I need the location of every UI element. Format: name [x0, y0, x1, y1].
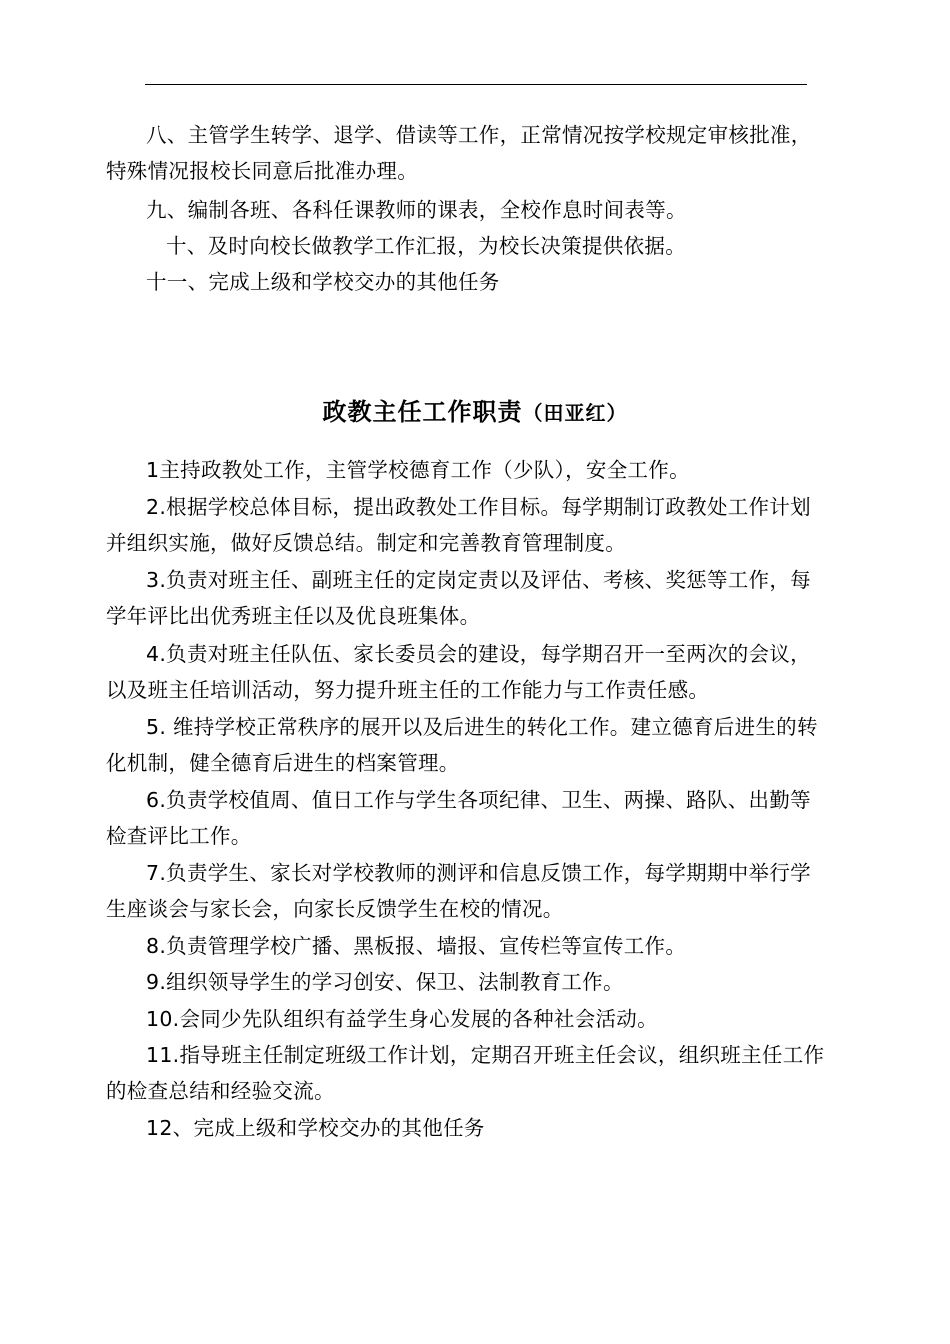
section-title-suffix: （田亚红） [522, 401, 628, 425]
responsibility-2: 2.根据学校总体目标，提出政教处工作目标。每学期制订政教处工作计划并组织实施，做好反馈总结。制定和完善教育管理制度。 [106, 495, 811, 555]
responsibility-8: 8.负责管理学校广播、黑板报、墙报、宣传栏等宣传工作。 [146, 934, 687, 958]
duty-item-9: 九、编制各班、各科任课教师的课表，全校作息时间表等。 [146, 198, 687, 222]
section-title-text: 政教主任工作职责 [322, 398, 523, 426]
responsibility-9: 9.组织领导学生的学习创安、保卫、法制教育工作。 [146, 970, 624, 994]
responsibility-3: 3.负责对班主任、副班主任的定岗定责以及评估、考核、奖惩等工作，每学年评比出优秀班主任以及优良班集体。 [106, 568, 811, 628]
duty-item-8: 八、主管学生转学、退学、借读等工作，正常情况按学校规定审核批准，特殊情况报校长同意后批准办理。 [106, 123, 812, 183]
duty-item-11: 十一、完成上级和学校交办的其他任务 [146, 270, 500, 294]
responsibility-10: 10.会同少先队组织有益学生身心发展的各种社会活动。 [146, 1007, 658, 1031]
responsibility-7: 7.负责学生、家长对学校教师的测评和信息反馈工作，每学期期中举行学生座谈会与家长会，向家长反馈学生在校的情况。 [106, 861, 811, 921]
responsibility-11: 11.指导班主任制定班级工作计划，定期召开班主任会议，组织班主任工作的检查总结和经验交流。 [106, 1043, 825, 1103]
duty-item-10: 十、及时向校长做教学工作汇报，为校长决策提供依据。 [166, 234, 686, 258]
responsibility-12: 12、完成上级和学校交办的其他任务 [146, 1116, 485, 1140]
section-title [0, 392, 950, 433]
responsibility-5: 5. 维持学校正常秩序的展开以及后进生的转化工作。建立德育后进生的转化机制，健全德育后进生的档案管理。 [106, 715, 818, 775]
header-rule [145, 84, 807, 85]
responsibility-6: 6.负责学校值周、值日工作与学生各项纪律、卫生、两操、路队、出勤等检查评比工作。 [106, 788, 811, 848]
responsibility-4: 4.负责对班主任队伍、家长委员会的建设，每学期召开一至两次的会议，以及班主任培训活动，努力提升班主任的工作能力与工作责任感。 [106, 642, 811, 702]
responsibility-1: 1主持政教处工作，主管学校德育工作（少队），安全工作。 [146, 458, 690, 482]
